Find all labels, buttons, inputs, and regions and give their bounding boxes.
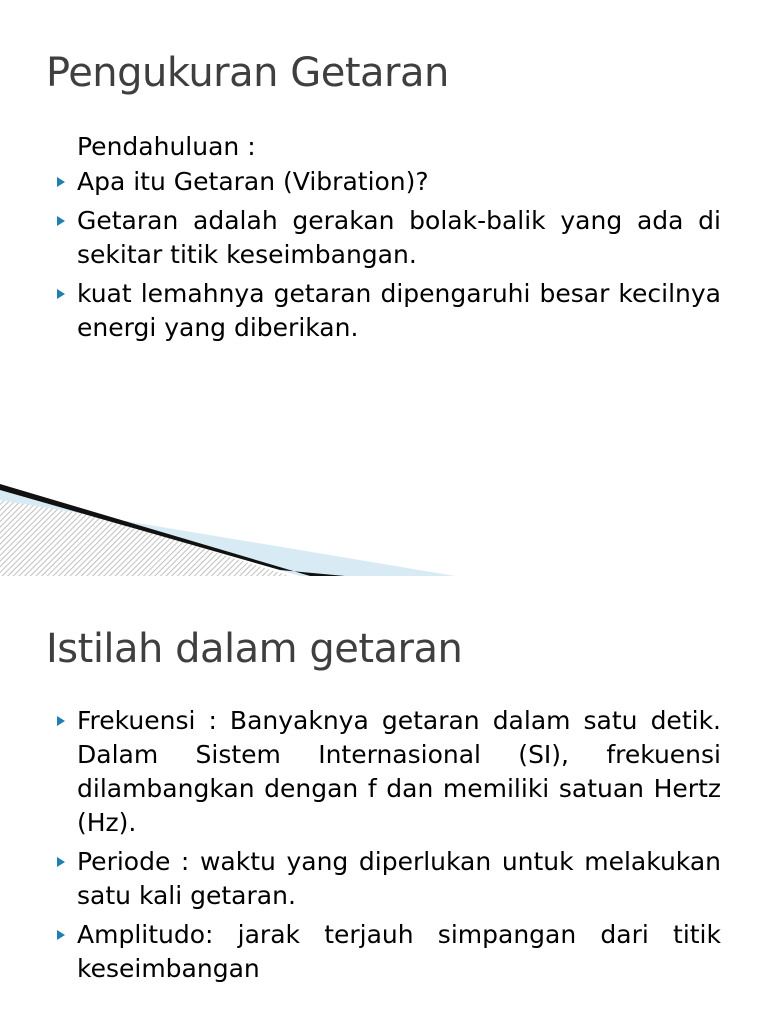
decorative-swoosh (0, 470, 768, 576)
bullet-arrow-icon (57, 289, 65, 299)
bullet-list (56, 704, 721, 991)
bullet-item (56, 918, 721, 986)
bullet-text: Amplitudo: jarak terjauh simpangan dari titik keseimbangan (77, 920, 721, 983)
bullet-text: Getaran adalah gerakan bolak-balik yang ada di sekitar titik keseimbangan. (77, 206, 721, 269)
bullet-arrow-icon (57, 177, 65, 187)
slide-2 (0, 576, 768, 1024)
bullet-item (56, 704, 721, 840)
bullet-text: Apa itu Getaran (Vibration)? (77, 167, 429, 196)
bullet-arrow-icon (57, 857, 65, 867)
bullet-item (56, 165, 721, 199)
bullet-text: Periode : waktu yang diperlukan untuk melakukan satu kali getaran. (77, 847, 721, 910)
bullet-list (56, 130, 721, 350)
bullet-arrow-icon (57, 716, 65, 726)
bullet-item (56, 277, 721, 345)
bullet-text: Frekuensi : Banyaknya getaran dalam satu detik. Dalam Sistem Internasional (SI), frekuensi dilambangkan dengan f dan memiliki satuan Hertz (Hz). (77, 706, 721, 837)
intro-heading (56, 130, 721, 164)
bullet-item (56, 845, 721, 913)
bullet-item (56, 204, 721, 272)
bullet-text: kuat lemahnya getaran dipengaruhi besar kecilnya energi yang diberikan. (77, 279, 721, 342)
slide-title: Pengukuran Getaran (46, 50, 449, 96)
slide-title: Istilah dalam getaran (46, 626, 463, 672)
intro-text: Pendahuluan : (77, 132, 256, 161)
bullet-arrow-icon (57, 930, 65, 940)
bullet-arrow-icon (57, 216, 65, 226)
